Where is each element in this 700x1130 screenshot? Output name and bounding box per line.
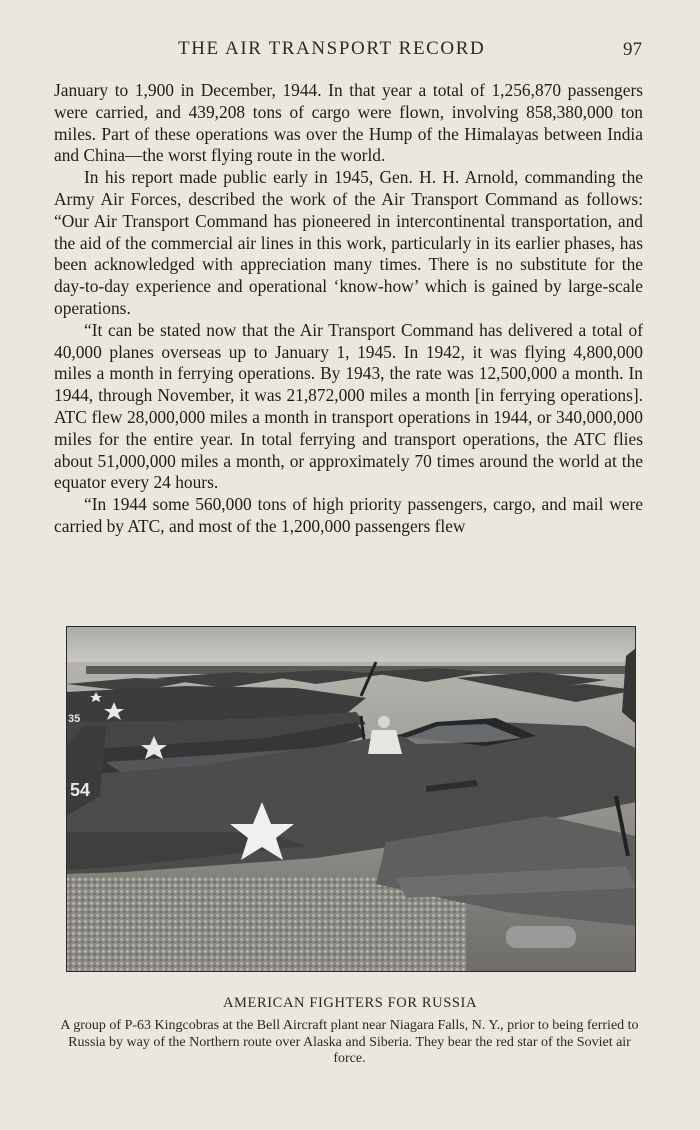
paragraph-deliveries: “It can be stated now that the Air Transport Command has delivered a total of 40,000 planes overseas up to January 1, 1945. In 1942, it was flying 4,800,000 miles a month in ferrying operations. By 1943, the rate was 12,500,000 a month. In 1944, through November, it was 21,872,000 miles a month [in ferrying operations]. ATC flew 28,000,000 miles a month in transport operations in 1944, or 340,000,000 miles for the entire year. In total ferrying and transport operations, the ATC flies about 51,000,000 miles a month, or approximately 70 times around the world at the equator every 24 hours. <box>54 319 643 493</box>
photo-illustration <box>66 626 636 972</box>
caption-text: A group of P-63 Kingcobras at the Bell Aircraft plant near Niagara Falls, N. Y., prior to being ferried to Russia by way of the Northern route over Alaska and Siberia. They bear the red star of the Soviet air force. <box>60 1018 639 1067</box>
running-title: THE AIR TRANSPORT RECORD <box>178 38 486 59</box>
running-head <box>0 38 700 62</box>
aircraft-number-35: 35 <box>68 713 81 725</box>
photo-p63-kingcobras <box>66 626 636 972</box>
aircraft-number-54: 54 <box>70 780 91 800</box>
page-number: 97 <box>623 39 642 60</box>
paragraph-continued: January to 1,900 in December, 1944. In that year a total of 1,256,870 passengers were carried, and 439,208 tons of cargo were flown, involving 858,380,000 ton miles. Part of these operations was over the Hump of the Himalayas between India and China—the worst flying route in the world. <box>54 80 643 166</box>
caption-title: AMERICAN FIGHTERS FOR RUSSIA <box>222 995 478 1011</box>
paragraph-arnold-report: In his report made public early in 1945, Gen. H. H. Arnold, commanding the Army Air Forces, described the work of the Air Transport Command as follows: “Our Air Transport Command has pioneered in intercontinental transportation, and the aid of the commercial air lines in this work, particularly in its earlier phases, has been acknowledged with appreciation many times. There is no substitute for the day-to-day experience and operational ‘know-how’ which is gained by large-scale operations. <box>54 167 643 318</box>
paragraph-tonnage: “In 1944 some 560,000 tons of high priority passengers, cargo, and mail were carried by ATC, and most of the 1,200,000 passengers flew <box>54 494 643 536</box>
body-text <box>54 80 643 538</box>
